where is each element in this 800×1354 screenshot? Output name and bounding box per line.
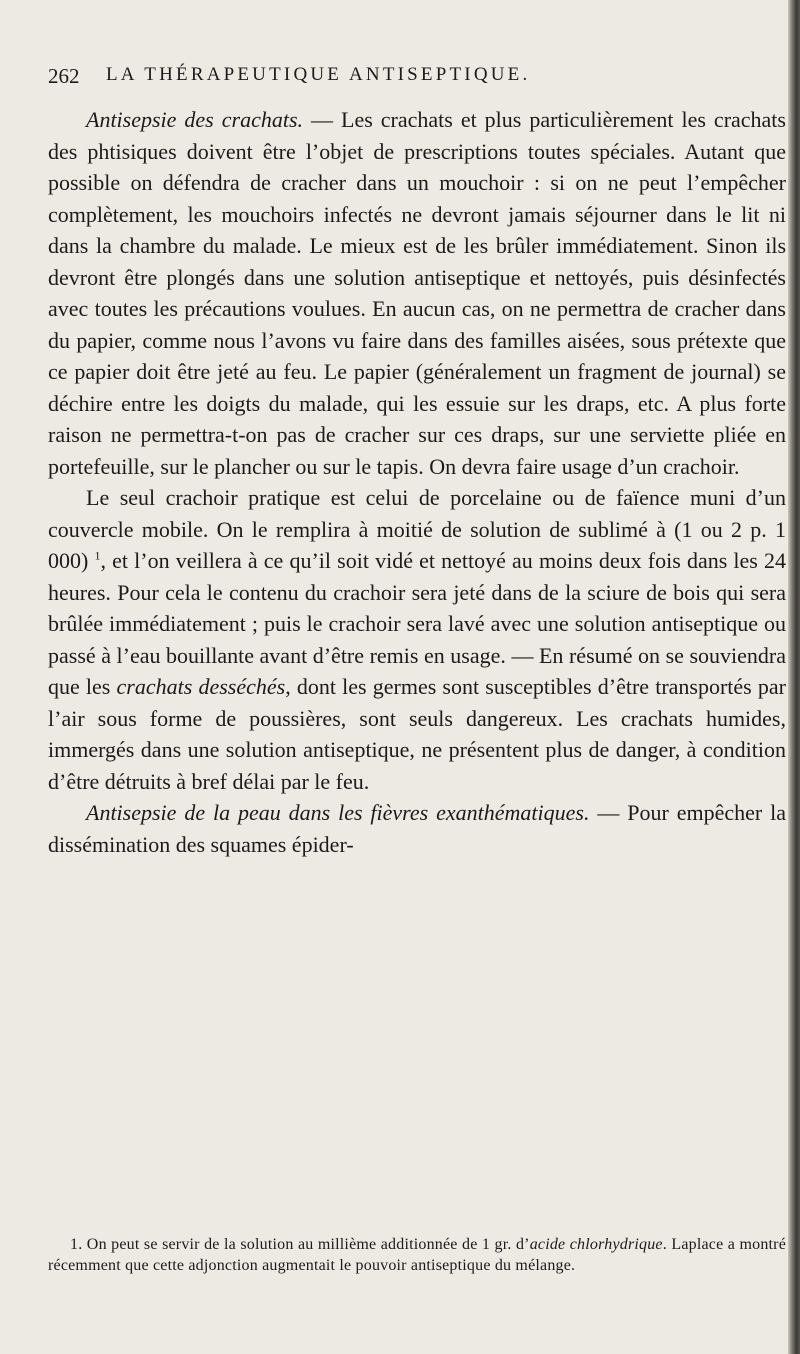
footnote-1 xyxy=(48,1234,786,1276)
paragraph-crachats xyxy=(48,104,786,482)
page-header xyxy=(48,64,768,94)
paragraph-text: , dont les germes sont susceptibles d’être transportés par l’air sous forme de poussières, sont seuls dangereux. Les crachats humides, immergés dans une solution antiseptique, ne présentent plus de danger, à condition d’être détruits à bref délai par le feu. xyxy=(48,674,786,794)
footnote-reference: 1 xyxy=(94,548,101,563)
paragraph-text: — Pour empêcher la dissémination des squames épider- xyxy=(48,800,786,857)
paragraph-text: — Les crachats et plus particulièrement les crachats des phtisiques doivent être l’objet de prescriptions toutes spéciales. Autant que possible on défendra de cracher dans un mouchoir : si on ne peut l’empêcher complètement, les mouchoirs infectés ne devront jamais séjourner dans le lit ni dans la chambre du malade. Le mieux est de les brûler immédiatement. Sinon ils devront être plongés dans une solution antiseptique et nettoyés, puis désinfectés avec toutes les précautions voulues. En aucun cas, on ne permettra de cracher dans du papier, comme nous l’avons vu faire dans des familles aisées, sous prétexte que ce papier doit être jeté au feu. Le papier (généralement un fragment de journal) se déchire entre les doigts du malade, qui les essuie sur les draps, etc. A plus forte raison ne permettra-t-on pas de cracher sur ces draps, sur une serviette pliée en portefeuille, sur le plancher ou sur le tapis. On devra faire usage d’un crachoir. xyxy=(48,107,786,479)
scan-edge xyxy=(788,0,800,1354)
section-heading-peau: Antisepsie de la peau dans les fièvres exanthématiques. xyxy=(86,800,590,825)
body-text xyxy=(48,104,786,860)
italic-phrase: acide chlorhydrique xyxy=(529,1236,663,1253)
paragraph-crachoir xyxy=(48,482,786,797)
footnote-text: . Laplace a montré récemment que cette adjonction augmentait le pouvoir antiseptique du mélange. xyxy=(48,1236,787,1274)
running-title: LA THÉRAPEUTIQUE ANTISEPTIQUE. xyxy=(106,64,531,85)
italic-phrase: crachats desséchés xyxy=(116,674,286,699)
footnotes xyxy=(48,1234,786,1276)
footnote-text: 1. On peut se servir de la solution au millième additionnée de 1 gr. d’ xyxy=(70,1236,530,1253)
paragraph-peau xyxy=(48,797,786,860)
page-number: 262 xyxy=(48,64,80,88)
paragraph-text: Le seul crachoir pratique est celui de porcelaine ou de faïence muni d’un couvercle mobile. On le remplira à moitié de solution de sublimé à (1 ou 2 p. 1 000) xyxy=(48,485,786,573)
section-heading-crachats: Antisepsie des crachats. xyxy=(86,107,304,132)
paragraph-text: , et l’on veillera à ce qu’il soit vidé et nettoyé au moins deux fois dans les 24 heures. Pour cela le contenu du crachoir sera jeté dans de la sciure de bois qui sera brûlée immédiatement ; puis le crachoir sera lavé avec une solution antiseptique ou passé à l’eau bouillante avant d’être remis en usage. — En résumé on se souviendra que les xyxy=(48,548,786,699)
